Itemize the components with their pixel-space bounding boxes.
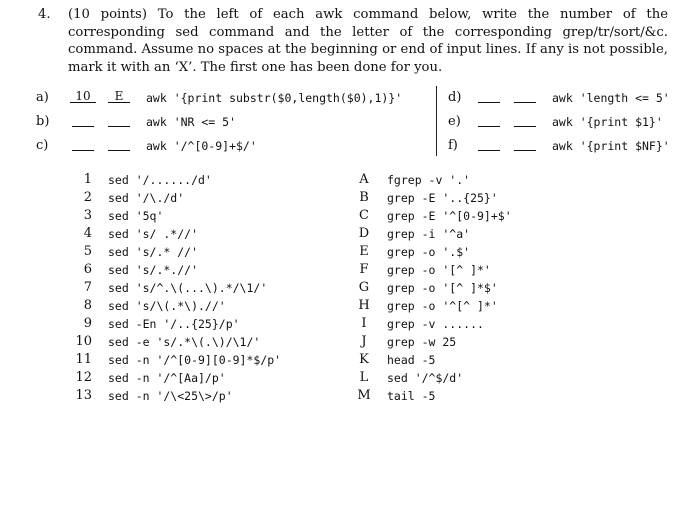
awk-label: c) [36,138,49,153]
sed-command: sed 's/^.\(...\).*/\1/' [108,281,268,295]
problem-number: 4. [38,7,51,22]
option-letter: M [357,388,371,403]
answer-letter-blank[interactable]: E [108,90,130,103]
awk-label: e) [448,114,461,129]
awk-label: f) [448,138,458,153]
awk-command: awk '{print $NF}' [552,139,670,153]
awk-command: awk 'length <= 5' [552,91,670,105]
sed-number: 10 [75,334,92,349]
option-letter: C [359,208,369,223]
column-divider [436,86,437,156]
sed-command: sed '/....../d' [108,173,212,187]
option-command: head -5 [387,353,436,367]
answer-letter-blank[interactable] [108,138,130,151]
answer-number-blank[interactable] [478,90,500,103]
answer-letter-blank[interactable] [514,90,536,103]
option-letter: E [359,244,369,259]
option-letter: K [359,352,369,367]
option-command: grep -o '[^ ]*$' [387,281,498,295]
awk-command: awk 'NR <= 5' [146,115,237,129]
awk-command: awk '{print $1}' [552,115,663,129]
option-command: grep -o '^[^ ]*' [387,299,498,313]
awk-label: d) [448,90,462,105]
option-letter: A [359,172,369,187]
option-letter: D [358,226,370,241]
option-command: grep -E '^[0-9]+$' [387,209,512,223]
sed-command: sed 's/ .*//' [108,227,199,241]
option-command: grep -i '^a' [387,227,471,241]
option-letter: H [358,298,370,313]
sed-command: sed -n '/\<25\>/p' [108,389,233,403]
sed-number: 11 [75,352,92,367]
option-command: grep -E '..{25}' [387,191,498,205]
sed-number: 9 [83,316,92,331]
answer-number-blank[interactable] [72,114,94,127]
sed-number: 1 [83,172,92,187]
option-letter: B [359,190,369,205]
sed-number: 12 [75,370,92,385]
answer-letter-blank[interactable] [514,138,536,151]
awk-command: awk '/^[0-9]+$/' [146,139,257,153]
sed-number: 7 [83,280,92,295]
sed-command: sed 's/\(.*\).//' [108,299,226,313]
option-command: grep -o '.$' [387,245,471,259]
sed-command: sed -n '/^[Aa]/p' [108,371,226,385]
option-letter: J [361,334,367,349]
answer-number-blank[interactable] [478,138,500,151]
sed-command: sed -e 's/.*\(.\)/\1/' [108,335,261,349]
option-command: grep -v ...... [387,317,484,331]
sed-number: 4 [83,226,92,241]
awk-label: b) [36,114,50,129]
sed-number: 8 [83,298,92,313]
sed-number: 5 [83,244,92,259]
sed-command: sed 's/.* //' [108,245,199,259]
sed-command: sed -En '/..{25}/p' [108,317,240,331]
awk-label: a) [36,90,49,105]
answer-letter-blank[interactable] [108,114,130,127]
answer-number-blank[interactable] [478,114,500,127]
sed-number: 2 [83,190,92,205]
option-letter: I [361,316,367,331]
option-letter: G [358,280,370,295]
answer-number-blank[interactable] [72,138,94,151]
answer-letter-blank[interactable] [514,114,536,127]
option-command: grep -w 25 [387,335,457,349]
sed-command: sed '5q' [108,209,164,223]
sed-number: 13 [75,388,92,403]
sed-command: sed '/\./d' [108,191,185,205]
sed-number: 6 [83,262,92,277]
option-command: tail -5 [387,389,436,403]
sed-number: 3 [83,208,92,223]
problem-statement [38,6,668,76]
option-command: sed '/^$/d' [387,371,464,385]
sed-command: sed 's/.*.//' [108,263,199,277]
problem-text: (10 points) To the left of each awk command below, write the number of the corresponding sed command and the letter of the corresponding grep/tr/sort/&c. command. Assume no spaces at the beginning or end of input lines. If any is not possible, mark it with an ‘X’. The first one has been done for you. [68,7,668,75]
option-command: fgrep -v '.' [387,173,471,187]
option-letter: F [359,262,369,277]
sed-command: sed -n '/^[0-9][0-9]*$/p' [108,353,282,367]
option-command: grep -o '[^ ]*' [387,263,491,277]
option-letter: L [359,370,369,385]
answer-number-blank[interactable]: 10 [70,90,96,103]
awk-command: awk '{print substr($0,length($0),1)}' [146,91,403,105]
